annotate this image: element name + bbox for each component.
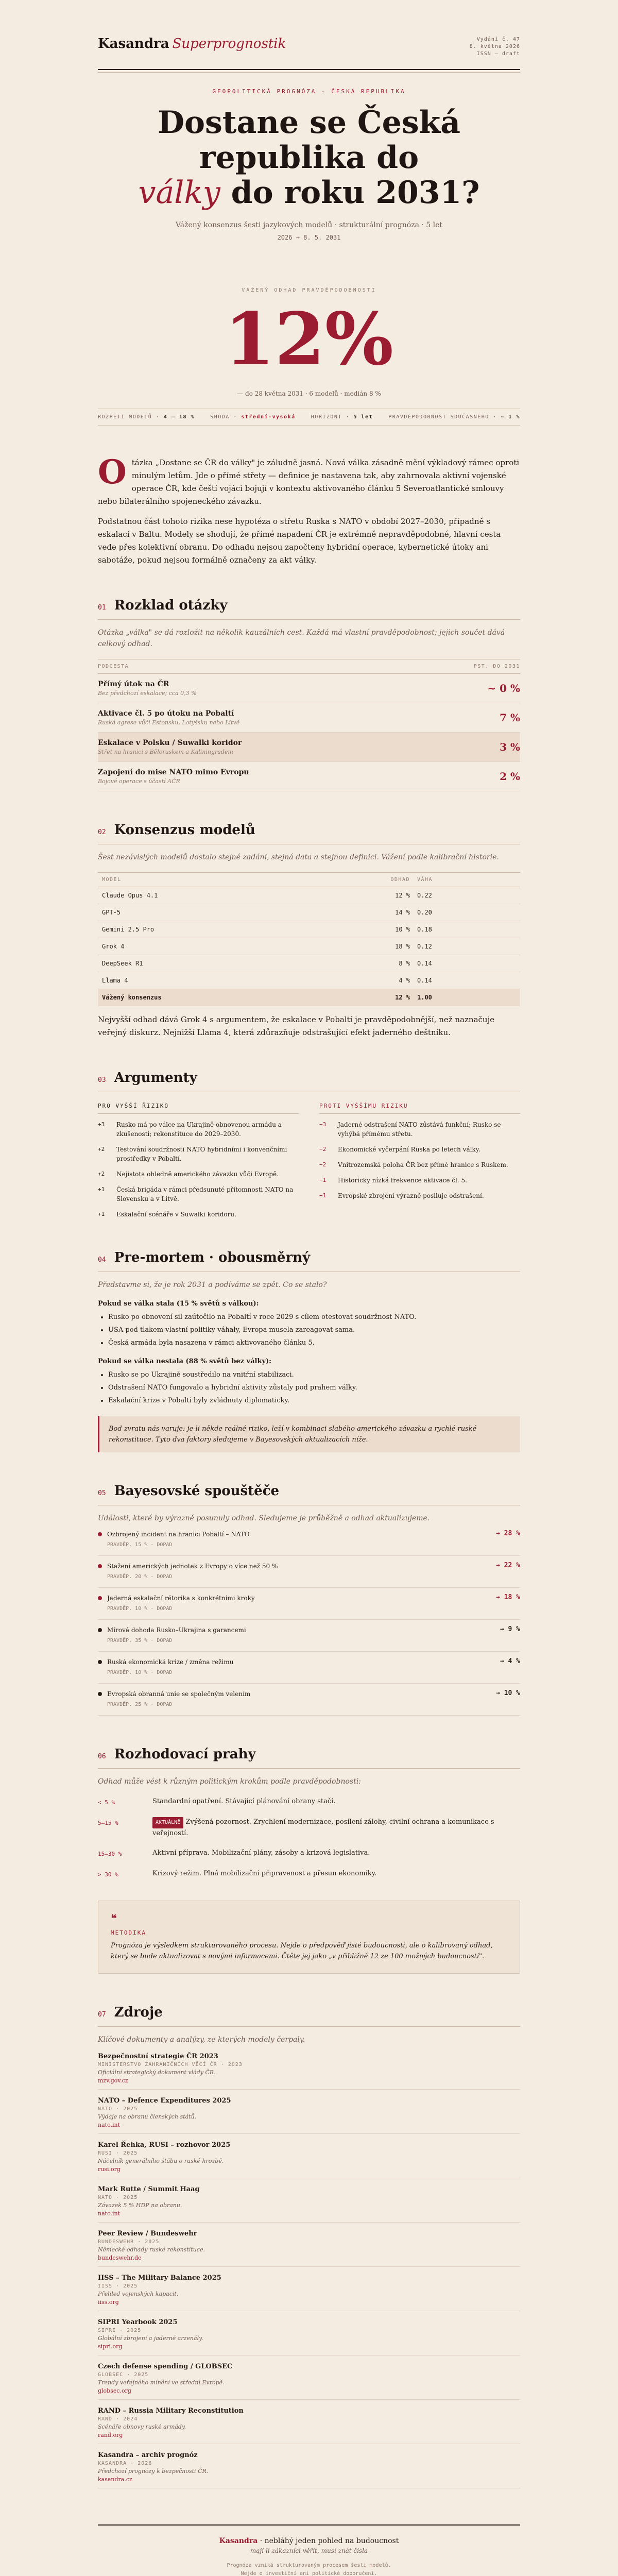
- stats-bar: [98, 409, 520, 426]
- argument-weight: −1: [319, 1192, 327, 1199]
- source-link[interactable]: globsec.org: [98, 2387, 131, 2394]
- row-value: ~ 0 %: [487, 682, 520, 694]
- trigger-row: [98, 1524, 520, 1556]
- argument-weight: −3: [319, 1121, 327, 1128]
- model-name: Vážený konsenzus: [102, 994, 162, 1001]
- source-link[interactable]: kasandra.cz: [98, 2476, 132, 2483]
- stat-value: 5 let: [353, 414, 373, 420]
- trigger-value: → 28 %: [496, 1530, 520, 1537]
- argument-weight: +2: [98, 1146, 105, 1153]
- argument-weight: +1: [98, 1211, 105, 1217]
- argument-text: Ekonomické vyčerpání Ruska po letech války.: [338, 1146, 480, 1153]
- stat-key: ROZPĚTÍ MODELŮ: [98, 414, 152, 420]
- source-link[interactable]: mzv.gov.cz: [98, 2077, 128, 2084]
- section-intro: Události, které by výrazně posunuly odhad. Sledujeme je průběžně a odhad aktualizujeme.: [98, 1514, 430, 1522]
- section-number: 01: [98, 604, 106, 612]
- argument-text: Evropské zbrojení výrazně posiluje odstrašení.: [338, 1192, 484, 1199]
- source-title: Peer Review / Bundeswehr: [98, 2230, 197, 2238]
- issue-meta-line: 8. května 2026: [469, 44, 520, 49]
- row-value: 3 %: [500, 741, 520, 753]
- threshold-text: Zvýšená pozornost. Zrychlení modernizace, posílení zálohy, civilní ochrana a komunikace s veřejností.: [152, 1818, 494, 1837]
- source-desc: Globální zbrojení a jaderné arzenály.: [98, 2335, 203, 2342]
- subheading: Pokud se válka stala (15 % světů s válkou):: [98, 1300, 259, 1308]
- table-row: [98, 733, 520, 762]
- source-desc: Německé odhady ruské rekonstituce.: [98, 2246, 205, 2253]
- stat-value: 4 – 18 %: [163, 414, 195, 420]
- source-desc: Trendy veřejného mínění ve střední Evropě.: [98, 2379, 225, 2386]
- section-sources: [98, 2005, 520, 2488]
- methodology-note: [98, 1901, 520, 1974]
- source-desc: Předchozí prognózy k bezpečnosti ČR.: [98, 2468, 209, 2475]
- source-title: Karel Řehka, RUSI – rozhovor 2025: [98, 2141, 231, 2149]
- argument-text: Nejistota ohledně amerického závazku vůči Evropě.: [116, 1171, 279, 1178]
- source-item: [98, 2230, 520, 2267]
- trigger-meta: PRAVDĚP. 25 % · DOPAD: [107, 1702, 173, 1707]
- estimate-label: VÁŽENÝ ODHAD PRAVDĚPODOBNOSTI: [242, 287, 376, 293]
- section-rule: [98, 619, 520, 620]
- source-link[interactable]: nato.int: [98, 2210, 121, 2217]
- note-text: Prognóza je výsledkem strukturovaného procesu. Nejde o předpověď jisté budoucnosti, ale o kalibrovaný odhad, který se bude aktualizovat s novými informacemi. Čtěte jej jako „v přibližně 12 ze 100 možných budoucností".: [111, 1942, 493, 1960]
- title-part-b: do roku 2031?: [231, 175, 480, 211]
- model-name: GPT-5: [102, 909, 121, 916]
- model-weight: 1.00: [417, 994, 432, 1001]
- lead-paragraph: [98, 453, 520, 508]
- source-item: [98, 2274, 520, 2311]
- arguments-columns: [98, 1103, 520, 1219]
- section-decomposition: [98, 598, 520, 791]
- section-number: 07: [98, 2011, 106, 2019]
- down-dot-icon: [98, 1628, 102, 1632]
- source-meta: NATO · 2025: [98, 2106, 138, 2112]
- source-meta: GLOBSEC · 2025: [98, 2372, 149, 2378]
- argument-item: [98, 1120, 299, 1139]
- list-item: • USA pod tlakem vlastní politiky váhaly, Evropa musela zareagovat sama.: [108, 1325, 520, 1335]
- list-item: • Rusko se po Ukrajině soustředilo na vnitřní stabilizaci.: [108, 1369, 520, 1380]
- model-weight: 0.20: [417, 909, 432, 916]
- section-title: Argumenty: [114, 1070, 197, 1086]
- trigger-text: Stažení amerických jednotek z Evropy o více než 50 %: [107, 1563, 278, 1570]
- section-intro: Otázka „válka" se dá rozložit na několik kauzálních cest. Každá má vlastní pravděpodobnost; jejich součet dává celkový odhad.: [98, 629, 505, 648]
- section-intro: Odhad může vést k různým politickým krokům podle pravděpodobnosti:: [98, 1777, 361, 1786]
- trigger-meta: PRAVDĚP. 10 % · DOPAD: [107, 1606, 173, 1612]
- argument-text: Jaderné odstrašení NATO zůstává funkční; Rusko se vyhýbá přímému střetu.: [338, 1121, 501, 1138]
- source-meta: IISS · 2025: [98, 2283, 138, 2289]
- list-item: • Rusko po obnovení sil zaútočilo na Pobaltí v roce 2029 s cílem otestovat soudržnost NATO.: [108, 1312, 520, 1323]
- decomposition-table: [98, 659, 520, 791]
- argument-text: Vnitrozemská poloha ČR bez přímé hranice s Ruskem.: [338, 1161, 508, 1168]
- estimate-value: 12%: [225, 297, 393, 382]
- source-list: [98, 2053, 520, 2488]
- body-paragraph: Podstatnou část tohoto rizika nese hypotéza o střetu Ruska s NATO v období 2027–2030, případně s eskalací v Baltu. Modely se shodují, že přímé napadení ČR je extrémně nepravděpodobné, hlavní cesta vede přes kolektivní obranu. Do odhadu nejsou započteny hybridní operace, kybernetické útoky ani sabotáže, pokud nejsou formálně označeny za akt války.: [98, 517, 501, 565]
- section-title: Rozklad otázky: [114, 598, 228, 613]
- threshold-text: Aktivní příprava. Mobilizační plány, zásoby a krizová legislativa.: [152, 1849, 370, 1857]
- argument-text: Rusko má po válce na Ukrajině obnovenou armádu a zkušenosti; rekonstituce do 2029–2030.: [116, 1121, 282, 1138]
- trigger-meta: PRAVDĚP. 20 % · DOPAD: [107, 1574, 173, 1580]
- table-row: [98, 762, 520, 791]
- stat-key: SHODA: [210, 414, 230, 420]
- column-header: VÁHA: [417, 877, 433, 883]
- argument-item: [319, 1145, 520, 1154]
- source-desc: Závazek 5 % HDP na obranu.: [98, 2202, 182, 2209]
- model-name: Grok 4: [102, 943, 125, 950]
- stat-key: PRAVDĚPODOBNOST SOUČASNÉHO: [388, 414, 489, 420]
- list-item: • Odstrašení NATO fungovalo a hybridní aktivity zůstaly pod prahem války.: [108, 1382, 520, 1393]
- source-title: IISS – The Military Balance 2025: [98, 2274, 221, 2282]
- section-rule: [98, 1768, 520, 1769]
- section-thresholds: [98, 1747, 520, 1880]
- trigger-row: [98, 1620, 520, 1652]
- section-premortem: [98, 1250, 520, 1452]
- source-meta: RUSI · 2025: [98, 2150, 138, 2156]
- row-sub: Bojové operace s účastí AČR: [98, 778, 180, 785]
- up-dot-icon: [98, 1532, 102, 1536]
- argument-item: [98, 1170, 299, 1179]
- source-link[interactable]: rand.org: [98, 2432, 123, 2438]
- source-title: Mark Rutte / Summit Haag: [98, 2185, 200, 2193]
- source-link[interactable]: sipri.org: [98, 2343, 123, 2350]
- title-emphasis: války: [138, 175, 220, 211]
- brand-sub: Superprognostik: [172, 36, 286, 52]
- list-item: • Eskalační krize v Pobaltí byly zvládnuty diplomaticky.: [108, 1395, 520, 1406]
- argument-text: Eskalační scénáře v Suwalki koridoru.: [116, 1211, 236, 1218]
- title-part-a: Dostane se Česká republika do: [157, 105, 461, 176]
- stat-item: ROZPĚTÍ MODELŮ · 4 – 18 %: [98, 414, 195, 420]
- threshold-range: 5–15 %: [98, 1820, 118, 1826]
- row-sub: Bez předchozí eskalace; cca 0,3 %: [98, 690, 197, 697]
- column-header: MODEL: [102, 877, 122, 883]
- issue-meta-line: ISSN — draft: [476, 51, 520, 57]
- brand-name: Kasandra: [98, 36, 169, 52]
- argument-weight: +1: [98, 1186, 105, 1193]
- stat-value: ~ 1 %: [501, 414, 520, 420]
- trigger-row: [98, 1556, 520, 1588]
- trigger-list: [98, 1524, 520, 1716]
- lead-text: tázka „Dostane se ČR do války" je záludně jasná. Nová válka zásadně mění výkladový rámec oproti minulým letům. Jde o přímé střety — definice je nastavena tak, aby zahrnovala aktivní vojenské operace ČR, kde čeští vojáci bojují v kontextu aktivovaného článku 5 Severoatlantické smlouvy nebo bilaterálního spojeneckého závazku.: [98, 458, 520, 506]
- source-meta: NATO · 2025: [98, 2195, 138, 2200]
- footer-brand: [98, 2537, 520, 2545]
- argument-text: Testování soudržnosti NATO hybridními i konvenčními prostředky v Pobaltí.: [116, 1146, 287, 1162]
- page-title: [98, 105, 520, 210]
- section-title: Bayesovské spouštěče: [114, 1483, 280, 1499]
- source-title: Kasandra – archiv prognóz: [98, 2451, 198, 2459]
- up-dot-icon: [98, 1564, 102, 1568]
- column-heading: PROTI VYŠŠÍMU RIZIKU: [319, 1103, 520, 1114]
- model-weight: 0.14: [417, 960, 432, 967]
- source-meta: MINISTERSTVO ZAHRANIČNÍCH VĚCÍ ČR · 2023: [98, 2062, 243, 2067]
- source-title: SIPRI Yearbook 2025: [98, 2318, 178, 2326]
- table-row: [98, 904, 520, 921]
- trigger-row: [98, 1652, 520, 1684]
- threshold-text: Standardní opatření. Stávající plánování obrany stačí.: [152, 1798, 336, 1805]
- row-sub: Střet na hranici s Běloruskem a Kaliningradem: [98, 749, 233, 755]
- date-range: 2026 → 8. 5. 2031: [277, 234, 341, 241]
- source-link[interactable]: bundeswehr.de: [98, 2255, 142, 2261]
- table-row: [98, 703, 520, 733]
- row-label: Eskalace v Polsku / Suwalki koridor: [98, 739, 242, 747]
- threshold-text: Krizový režim. Plná mobilizační připravenost a přesun ekonomiky.: [152, 1870, 377, 1877]
- section-title: Konsenzus modelů: [114, 822, 255, 838]
- callout: Bod zvratu nás varuje: je-li někde reálné riziko, leží v kombinaci slabého amerického závazku a rychlé ruské rekonstituce. Tyto dva faktory sledujeme v Bayesovských aktualizacích níže.: [98, 1416, 520, 1452]
- trigger-text: Jaderná eskalační rétorika s konkrétními kroky: [107, 1595, 255, 1602]
- table-header: [98, 659, 520, 674]
- argument-weight: +3: [98, 1121, 105, 1128]
- source-meta: BUNDESWEHR · 2025: [98, 2239, 160, 2245]
- down-dot-icon: [98, 1660, 102, 1664]
- source-title: Czech defense spending / GLOBSEC: [98, 2363, 233, 2370]
- threshold-row: [98, 1848, 520, 1859]
- column-header: PST. DO 2031: [473, 664, 520, 669]
- argument-item: [319, 1160, 520, 1170]
- source-desc: Scénáře obnovy ruské armády.: [98, 2424, 186, 2430]
- subtitle: Vážený konsenzus šesti jazykových modelů · strukturální prognóza · 5 let: [175, 221, 443, 229]
- footer-tagline: mají-li zákazníci věřit, musí znát čísla: [250, 2547, 368, 2554]
- source-item: [98, 2318, 520, 2355]
- kicker: GEOPOLITICKÁ PROGNÓZA · ČESKÁ REPUBLIKA: [212, 88, 406, 95]
- source-item: [98, 2451, 520, 2488]
- source-item: [98, 2363, 520, 2400]
- threshold-row: [98, 1869, 520, 1880]
- current-badge: AKTUÁLNĚ: [152, 1817, 183, 1828]
- trigger-meta: PRAVDĚP. 35 % · DOPAD: [107, 1638, 173, 1643]
- model-weight: 0.12: [417, 943, 432, 950]
- source-item: [98, 2141, 520, 2178]
- section-number: 06: [98, 1753, 106, 1760]
- source-item: [98, 2097, 520, 2134]
- section-intro: Představme si, že je rok 2031 a podíváme se zpět. Co se stalo?: [98, 1281, 327, 1289]
- section-intro: Klíčové dokumenty a analýzy, ze kterých modely čerpaly.: [98, 2036, 305, 2044]
- argument-item: [319, 1176, 520, 1185]
- body-paragraph: Nejvyšší odhad dává Grok 4 s argumentem, že eskalace v Pobaltí je pravděpodobnější, než naznačuje veřejný diskurz. Nejnižší Llama 4, která zdůrazňuje odstrašující efekt jaderného deštníku.: [98, 1015, 495, 1037]
- model-weight: 0.18: [417, 926, 432, 933]
- up-dot-icon: [98, 1596, 102, 1600]
- trigger-text: Ruská ekonomická krize / změna režimu: [107, 1658, 234, 1666]
- table-header: [98, 873, 520, 887]
- arguments-pro: [98, 1103, 299, 1219]
- section-intro: Šest nezávislých modelů dostalo stejné zadání, stejná data a stejnou definici. Vážení podle kalibrační historie.: [98, 853, 499, 861]
- footer-brand-rest: · nebláhý jeden pohled na budoucnost: [260, 2537, 399, 2545]
- section-number: 02: [98, 828, 106, 836]
- stat-key: HORIZONT: [311, 414, 342, 420]
- source-meta: KASANDRA · 2026: [98, 2461, 152, 2466]
- model-estimate: 12 %: [395, 994, 410, 1001]
- trigger-text: Evropská obranná unie se společným velením: [107, 1690, 251, 1698]
- section-consensus: [98, 822, 520, 1039]
- argument-weight: −2: [319, 1146, 327, 1153]
- model-weight: 0.22: [417, 892, 432, 899]
- row-label: Aktivace čl. 5 po útoku na Pobaltí: [98, 709, 234, 718]
- section-rule: [98, 2026, 520, 2027]
- trigger-value: → 10 %: [496, 1689, 520, 1697]
- model-name: Claude Opus 4.1: [102, 892, 158, 899]
- note-heading: METODIKA: [111, 1929, 146, 1936]
- threshold-range: < 5 %: [98, 1799, 115, 1806]
- masthead: [98, 0, 520, 58]
- argument-item: [98, 1210, 299, 1219]
- arguments-con: [319, 1103, 520, 1219]
- stat-item: HORIZONT · 5 let: [311, 414, 373, 420]
- issue-meta-line: Vydání č. 47: [476, 37, 520, 42]
- argument-weight: −2: [319, 1161, 327, 1168]
- threshold-range: 15–30 %: [98, 1851, 122, 1857]
- argument-weight: +2: [98, 1171, 105, 1177]
- source-link[interactable]: iiss.org: [98, 2299, 119, 2306]
- threshold-row: [98, 1817, 520, 1839]
- bullet-list: [98, 1369, 520, 1406]
- source-desc: Náčelník generálního štábu o ruské hrozbě.: [98, 2158, 224, 2164]
- model-estimate: 14 %: [395, 909, 410, 916]
- row-value: 7 %: [500, 711, 520, 724]
- table-row: [98, 921, 520, 938]
- quote-icon: ❝: [111, 1912, 117, 1925]
- subheading: Pokud se válka nestala (88 % světů bez války):: [98, 1358, 271, 1365]
- argument-item: [98, 1145, 299, 1163]
- source-item: [98, 2407, 520, 2444]
- column-header: ODHAD: [390, 877, 410, 883]
- argument-item: [98, 1185, 299, 1204]
- source-desc: Oficiální strategický dokument vlády ČR.: [98, 2069, 216, 2076]
- trigger-value: → 18 %: [496, 1594, 520, 1601]
- down-dot-icon: [98, 1692, 102, 1696]
- footer: [98, 2524, 520, 2576]
- footer-brand-name[interactable]: Kasandra: [219, 2537, 258, 2545]
- argument-weight: −1: [319, 1177, 327, 1183]
- brand[interactable]: [98, 36, 286, 52]
- source-item: [98, 2053, 520, 2090]
- bullet-list: [98, 1312, 520, 1348]
- trigger-value: → 9 %: [500, 1625, 520, 1633]
- row-sub: Ruská agrese vůči Estonsku, Lotyšsku nebo Litvě: [98, 719, 240, 726]
- argument-item: [319, 1120, 520, 1139]
- source-link[interactable]: rusi.org: [98, 2166, 121, 2173]
- trigger-text: Mírová dohoda Rusko–Ukrajina s garancemi: [107, 1626, 246, 1634]
- masthead-rule-thin: [98, 72, 520, 73]
- issue-meta: [470, 36, 520, 58]
- section-number: 04: [98, 1256, 106, 1264]
- stat-item: SHODA · střední-vysoká: [210, 414, 296, 420]
- table-row: [98, 972, 520, 989]
- source-link[interactable]: nato.int: [98, 2122, 121, 2128]
- row-label: Zapojení do mise NATO mimo Evropu: [98, 768, 249, 776]
- table-row: [98, 955, 520, 972]
- section-arguments: [98, 1070, 520, 1219]
- argument-text: Česká brigáda v rámci předsunuté přítomnosti NATO na Slovensku a v Litvě.: [116, 1186, 294, 1202]
- source-title: NATO – Defence Expenditures 2025: [98, 2097, 231, 2105]
- model-estimate: 8 %: [399, 960, 410, 967]
- trigger-row: [98, 1588, 520, 1620]
- table-total-row: [98, 989, 520, 1006]
- model-estimate: 12 %: [395, 892, 410, 899]
- column-heading: PRO VYŠŠÍ ŘIZIKO: [98, 1103, 299, 1114]
- dropcap: O: [98, 453, 127, 492]
- section-bayes: [98, 1483, 520, 1716]
- masthead-rule: [98, 69, 520, 70]
- row-value: 2 %: [500, 770, 520, 783]
- source-title: Bezpečnostní strategie ČR 2023: [98, 2053, 218, 2060]
- section-title: Zdroje: [114, 2005, 163, 2020]
- stat-item: PRAVDĚPODOBNOST SOUČASNÉHO · ~ 1 %: [388, 414, 520, 420]
- trigger-meta: PRAVDĚP. 10 % · DOPAD: [107, 1670, 173, 1675]
- trigger-value: → 4 %: [500, 1657, 520, 1665]
- source-item: [98, 2185, 520, 2223]
- argument-item: [319, 1191, 520, 1200]
- table-row: [98, 674, 520, 703]
- stat-value: střední-vysoká: [241, 414, 296, 420]
- section-number: 05: [98, 1489, 106, 1497]
- model-table: [98, 872, 520, 1006]
- source-desc: Přehled vojenských kapacit.: [98, 2291, 179, 2297]
- source-title: RAND – Russia Military Reconstitution: [98, 2407, 244, 2415]
- model-name: Llama 4: [102, 977, 128, 984]
- list-item: • Česká armáda byla nasazena v rámci aktivovaného článku 5.: [108, 1337, 520, 1348]
- threshold-row: [98, 1797, 520, 1808]
- table-row: [98, 938, 520, 955]
- column-header: PODCESTA: [98, 664, 129, 669]
- model-estimate: 10 %: [395, 926, 410, 933]
- threshold-range: > 30 %: [98, 1871, 118, 1878]
- argument-text: Historicky nízká frekvence aktivace čl. 5.: [338, 1177, 467, 1184]
- model-estimate: 18 %: [395, 943, 410, 950]
- trigger-row: [98, 1684, 520, 1716]
- source-meta: SIPRI · 2025: [98, 2328, 142, 2333]
- trigger-meta: PRAVDĚP. 15 % · DOPAD: [107, 1542, 173, 1548]
- section-title: Rozhodovací prahy: [114, 1747, 256, 1762]
- table-row: [98, 887, 520, 904]
- section-title: Pre-mortem · obousměrný: [114, 1250, 311, 1265]
- trigger-text: Ozbrojený incident na hranici Pobaltí – NATO: [107, 1531, 250, 1538]
- model-estimate: 4 %: [399, 977, 410, 984]
- footer-meta: Prognóza vzniká strukturovaným procesem šesti modelů. Nejde o investiční ani politické doporučení.: [227, 2563, 391, 2576]
- estimate-note: — do 28 května 2031 · 6 modelů · medián 8 %: [237, 390, 381, 397]
- model-name: Gemini 2.5 Pro: [102, 926, 154, 933]
- section-number: 03: [98, 1076, 106, 1084]
- source-meta: RAND · 2024: [98, 2416, 138, 2422]
- trigger-value: → 22 %: [496, 1562, 520, 1569]
- source-desc: Výdaje na obranu členských států.: [98, 2113, 197, 2120]
- model-name: DeepSeek R1: [102, 960, 143, 967]
- row-label: Přímý útok na ČR: [98, 680, 169, 688]
- model-weight: 0.14: [417, 977, 432, 984]
